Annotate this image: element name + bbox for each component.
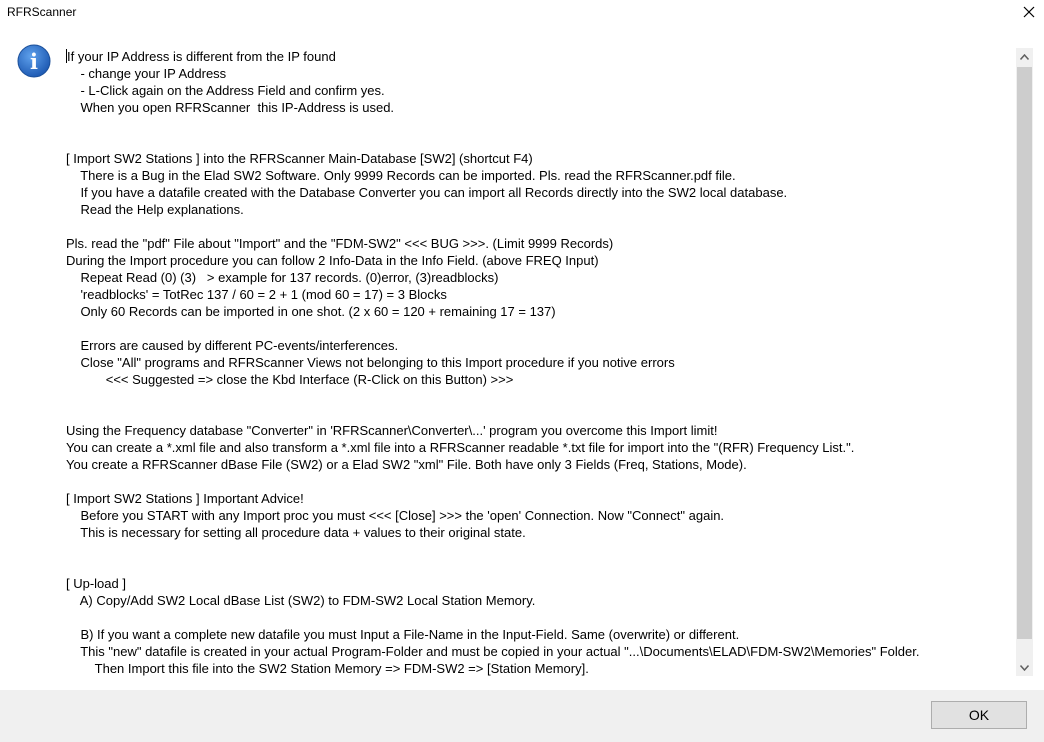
message-line: <<< Suggested => close the Kbd Interface (R-Click on this Button) >>> (66, 372, 514, 387)
message-line: Repeat Read (0) (3) > example for 137 records. (0)error, (3)readblocks) (66, 270, 499, 285)
message-line (66, 473, 1011, 490)
message-line: You can create a *.xml file and also transform a *.xml file into a RFRScanner readable *.txt file for import into the "(RFR) Frequency List.". (66, 440, 855, 455)
message-line: A) Copy/Add SW2 Local dBase List (SW2) to FDM-SW2 Local Station Memory. (66, 593, 536, 608)
info-icon (17, 44, 51, 78)
message-line (66, 609, 1011, 626)
message-line: Read the Help explanations. (66, 202, 244, 217)
scroll-down-button[interactable] (1016, 659, 1033, 676)
message-line: [ Up-load ] (66, 576, 126, 591)
message-line: You create a RFRScanner dBase File (SW2) or a Elad SW2 "xml" File. Both have only 3 Fields (Freq, Stations, Mode). (66, 457, 747, 472)
message-line: This "new" datafile is created in your actual Program-Folder and must be copied in your actual "...\Documents\ELAD\FDM-SW2\Memories" Folder. (66, 644, 920, 659)
message-line (66, 541, 1011, 558)
message-line: Using the Frequency database "Converter" in 'RFRScanner\Converter\...' program you overcome this Import limit! (66, 423, 718, 438)
message-line: Errors are caused by different PC-events/interferences. (66, 338, 399, 353)
message-line (66, 133, 1011, 150)
message-line: 'readblocks' = TotRec 137 / 60 = 2 + 1 (mod 60 = 17) = 3 Blocks (66, 287, 447, 302)
scroll-thumb[interactable] (1017, 67, 1032, 639)
message-line: Before you START with any Import proc you must <<< [Close] >>> the 'open' Connection. Now "Connect" again. (66, 508, 725, 523)
message-line: This is necessary for setting all procedure data + values to their original state. (66, 525, 526, 540)
message-line (66, 558, 1011, 575)
ok-button[interactable]: OK (931, 701, 1027, 729)
title-bar (0, 0, 1044, 24)
message-line: - change your IP Address (66, 66, 227, 81)
svg-text:i: i (30, 49, 38, 74)
message-line: When you open RFRScanner this IP-Address is used. (66, 100, 395, 115)
message-line: B) If you want a complete new datafile you must Input a File-Name in the Input-Field. Same (overwrite) or different. (66, 627, 740, 642)
message-line: Close "All" programs and RFRScanner Views not belonging to this Import procedure if you notive errors (66, 355, 675, 370)
close-icon (1023, 6, 1035, 18)
message-line: There is a Bug in the Elad SW2 Software. Only 9999 Records can be imported. Pls. read the RFRScanner.pdf file. (66, 168, 736, 183)
message-line: - L-Click again on the Address Field and confirm yes. (66, 83, 385, 98)
message-line: If your IP Address is different from the IP found (67, 49, 336, 64)
dialog-content (0, 24, 1044, 690)
text-caret (66, 49, 67, 63)
message-line: [ Import SW2 Stations ] Important Advice! (66, 491, 304, 506)
dialog-footer (0, 690, 1044, 742)
vertical-scrollbar[interactable] (1016, 48, 1033, 676)
chevron-up-icon (1020, 54, 1029, 60)
message-line (66, 405, 1011, 422)
message-line: Only 60 Records can be imported in one shot. (2 x 60 = 120 + remaining 17 = 137) (66, 304, 556, 319)
window-title: RFRScanner (7, 5, 77, 19)
message-line: Then Import this file into the SW2 Station Memory => FDM-SW2 => [Station Memory]. (66, 661, 589, 676)
message-line: [ Import SW2 Stations ] into the RFRScanner Main-Database [SW2] (shortcut F4) (66, 151, 533, 166)
scroll-up-button[interactable] (1016, 48, 1033, 65)
chevron-down-icon (1020, 665, 1029, 671)
message-text[interactable] (66, 48, 1011, 678)
message-line: During the Import procedure you can follow 2 Info-Data in the Info Field. (above FREQ Input) (66, 253, 599, 268)
message-line (66, 116, 1011, 133)
close-button[interactable] (1014, 0, 1044, 24)
message-line: Pls. read the "pdf" File about "Import" and the "FDM-SW2" <<< BUG >>>. (Limit 9999 Records) (66, 236, 614, 251)
message-line (66, 320, 1011, 337)
message-line (66, 388, 1011, 405)
message-line (66, 218, 1011, 235)
message-line: If you have a datafile created with the Database Converter you can import all Records directly into the SW2 local database. (66, 185, 788, 200)
